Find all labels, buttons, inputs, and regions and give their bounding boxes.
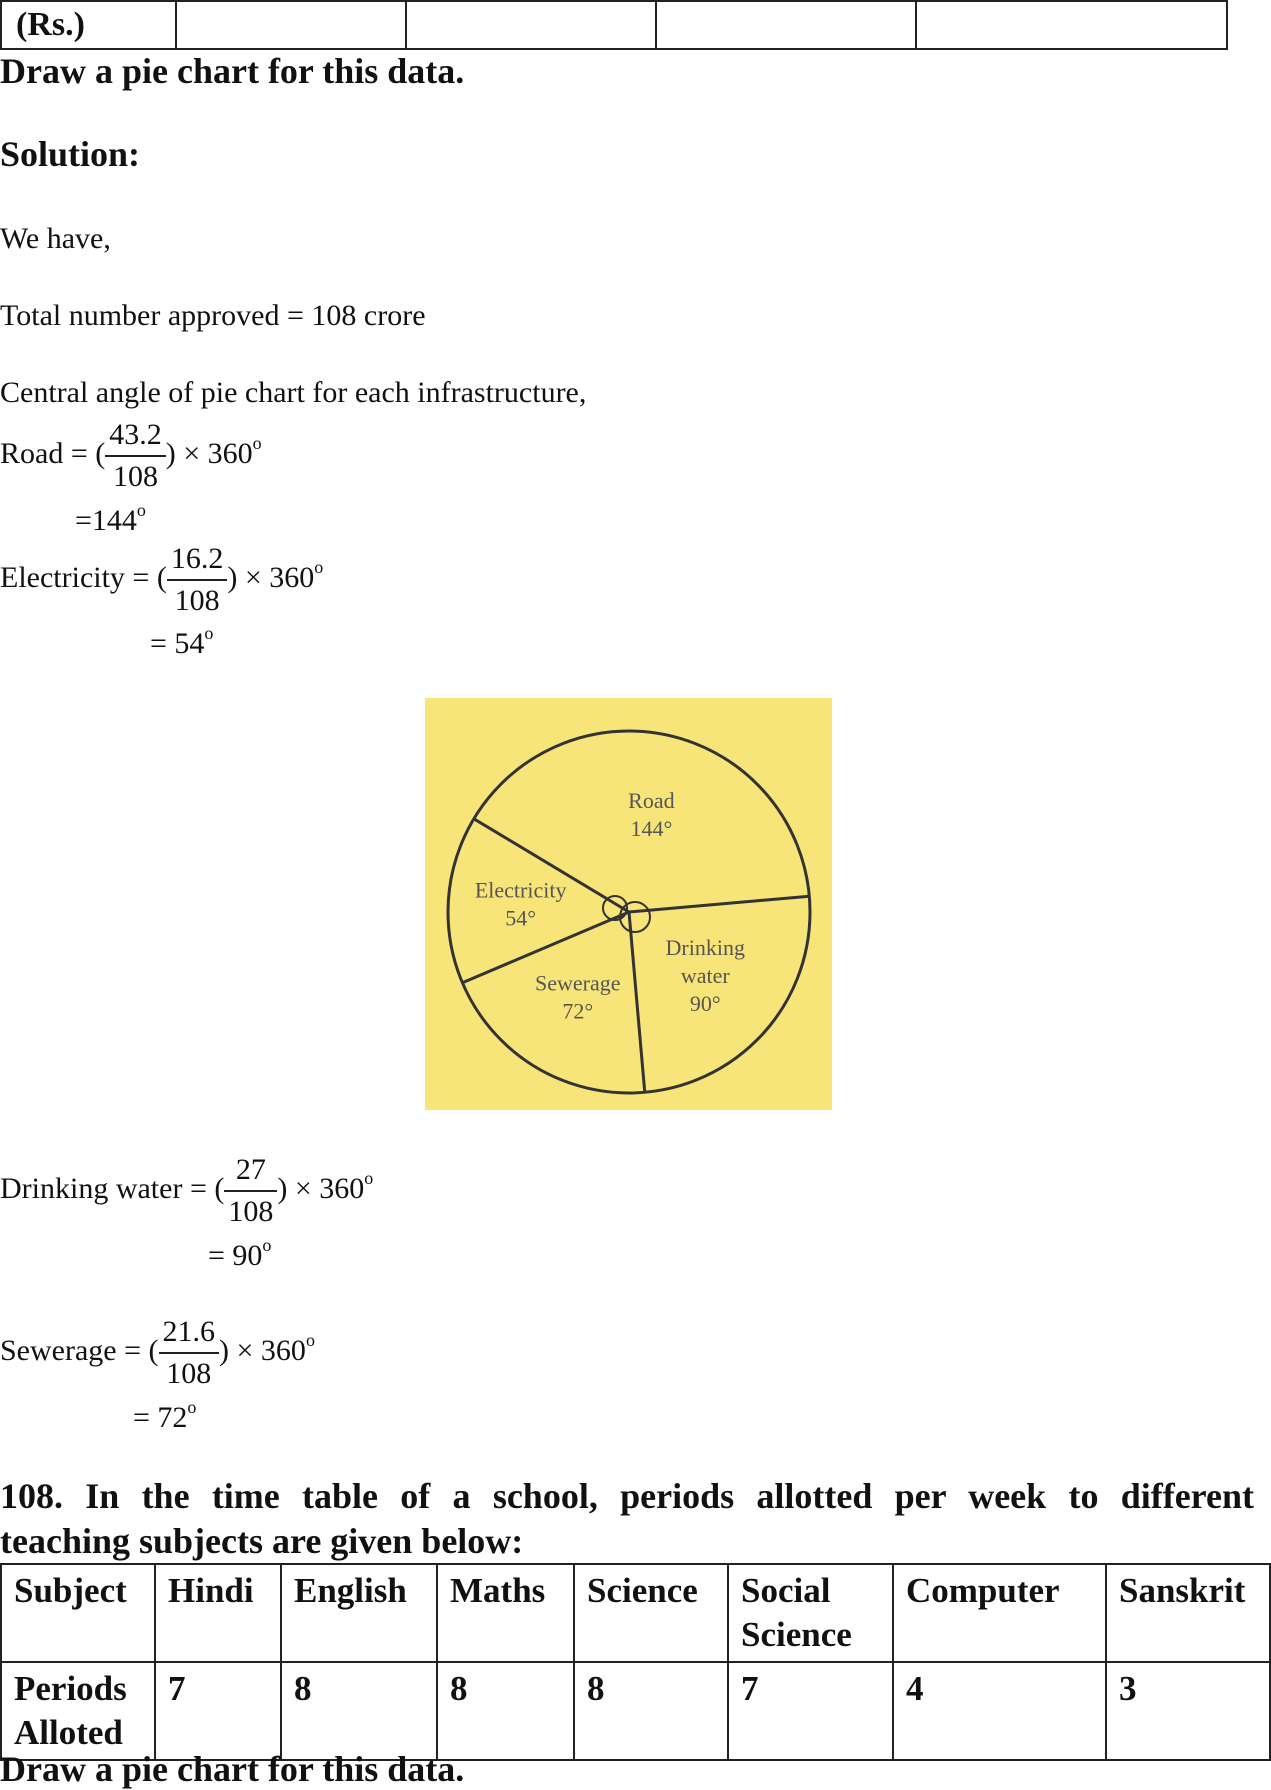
denominator: 108 (166, 1357, 212, 1390)
numerator: 16.2 (167, 542, 228, 581)
pie-slice-label: 72° (562, 998, 594, 1024)
table-row-label: Periods Alloted (1, 1662, 155, 1760)
degree-sign: o (136, 500, 146, 520)
electricity-result (150, 623, 213, 661)
solution-heading: Solution: (0, 134, 141, 174)
pie-slice-label: Drinking (665, 934, 745, 960)
table-cell: 3 (1106, 1662, 1270, 1760)
subject-periods-table (0, 1563, 1271, 1761)
denominator: 108 (112, 460, 158, 493)
denominator: 108 (174, 584, 220, 617)
pie-slice-label: 54° (505, 905, 537, 931)
table-cell: 4 (893, 1662, 1106, 1760)
numerator: 27 (224, 1153, 277, 1192)
table-cell: 8 (437, 1662, 574, 1760)
pie-slice-label: Electricity (474, 877, 567, 903)
calc-label: Road = ( (0, 436, 106, 470)
table-header-cell: Science (574, 1564, 728, 1662)
result-value: = 72 (133, 1401, 188, 1434)
calc-tail: ) × 360 (227, 560, 315, 594)
calc-label: Electricity = ( (0, 560, 167, 594)
table-cell: 7 (155, 1662, 281, 1760)
pie-slice-label: Road (628, 788, 675, 814)
total-approved-text: Total number approved = 108 crore (0, 299, 426, 332)
degree-sign: o (305, 1329, 315, 1350)
pie-slice-label: 90° (689, 990, 721, 1016)
top-table-cell (406, 1, 656, 49)
calc-tail: ) × 360 (219, 1333, 306, 1367)
table-row (1, 1662, 1270, 1760)
table-header-cell: Computer (893, 1564, 1106, 1662)
table-header-cell: Sanskrit (1106, 1564, 1270, 1662)
pie-slice-boundary (629, 896, 809, 912)
question-108-line1: 108. In the time table of a school, periods allotted per week to different (0, 1476, 1254, 1516)
table-header-cell: Social Science (728, 1564, 893, 1662)
pie-chart-figure (425, 698, 832, 1110)
central-angle-text: Central angle of pie chart for each infrastructure, (0, 376, 587, 409)
fraction (224, 1153, 277, 1229)
calc-tail: ) × 360 (165, 436, 253, 470)
road-result (75, 500, 146, 538)
pie-slice-label: Sewerage (534, 970, 621, 996)
degree-sign: o (314, 556, 324, 577)
sewerage-result (133, 1397, 196, 1435)
denominator: 108 (228, 1195, 274, 1228)
table-header-cell: Maths (437, 1564, 574, 1662)
top-table-cell (656, 1, 916, 49)
result-value: = 54 (150, 627, 205, 660)
table-cell: 8 (281, 1662, 437, 1760)
angle-marker (620, 902, 650, 932)
drinking-water-result (208, 1235, 271, 1273)
degree-sign: o (262, 1235, 272, 1255)
pie-slice-label: water (680, 962, 730, 988)
pie-slice-boundary (629, 912, 645, 1092)
fraction (159, 1315, 220, 1391)
calc-label: Sewerage = ( (0, 1333, 159, 1367)
table-cell: 8 (574, 1662, 728, 1760)
table-cell: 7 (728, 1662, 893, 1760)
drinking-water-calculation (0, 1153, 373, 1229)
top-table-cell (916, 1, 1227, 49)
top-table (0, 0, 1228, 50)
calc-tail: ) × 360 (277, 1171, 365, 1205)
calc-label: Drinking water = ( (0, 1171, 225, 1205)
prompt-draw-pie-chart: Draw a pie chart for this data. (0, 51, 465, 91)
table-header-cell: English (281, 1564, 437, 1662)
degree-sign: o (187, 1397, 197, 1417)
top-table-cell-unit: (Rs.) (1, 1, 176, 49)
prompt-draw-pie-chart-2: Draw a pie chart for this data. (0, 1749, 465, 1789)
pie-slice-label: 144° (630, 816, 673, 842)
we-have-text: We have, (0, 222, 111, 255)
numerator: 43.2 (105, 418, 166, 457)
degree-sign: o (364, 1167, 374, 1188)
table-header-row (1, 1564, 1270, 1662)
result-value: =144 (75, 504, 137, 537)
numerator: 21.6 (159, 1315, 220, 1354)
electricity-calculation (0, 542, 323, 618)
road-calculation (0, 418, 262, 494)
table-header-cell: Hindi (155, 1564, 281, 1662)
result-value: = 90 (208, 1239, 263, 1272)
sewerage-calculation (0, 1315, 315, 1391)
pie-chart (425, 698, 832, 1110)
fraction (167, 542, 228, 618)
fraction (105, 418, 166, 494)
degree-sign: o (204, 623, 214, 643)
degree-sign: o (252, 432, 262, 453)
question-108-line2: teaching subjects are given below: (0, 1521, 524, 1561)
table-header-cell: Subject (1, 1564, 155, 1662)
top-table-cell (176, 1, 406, 49)
